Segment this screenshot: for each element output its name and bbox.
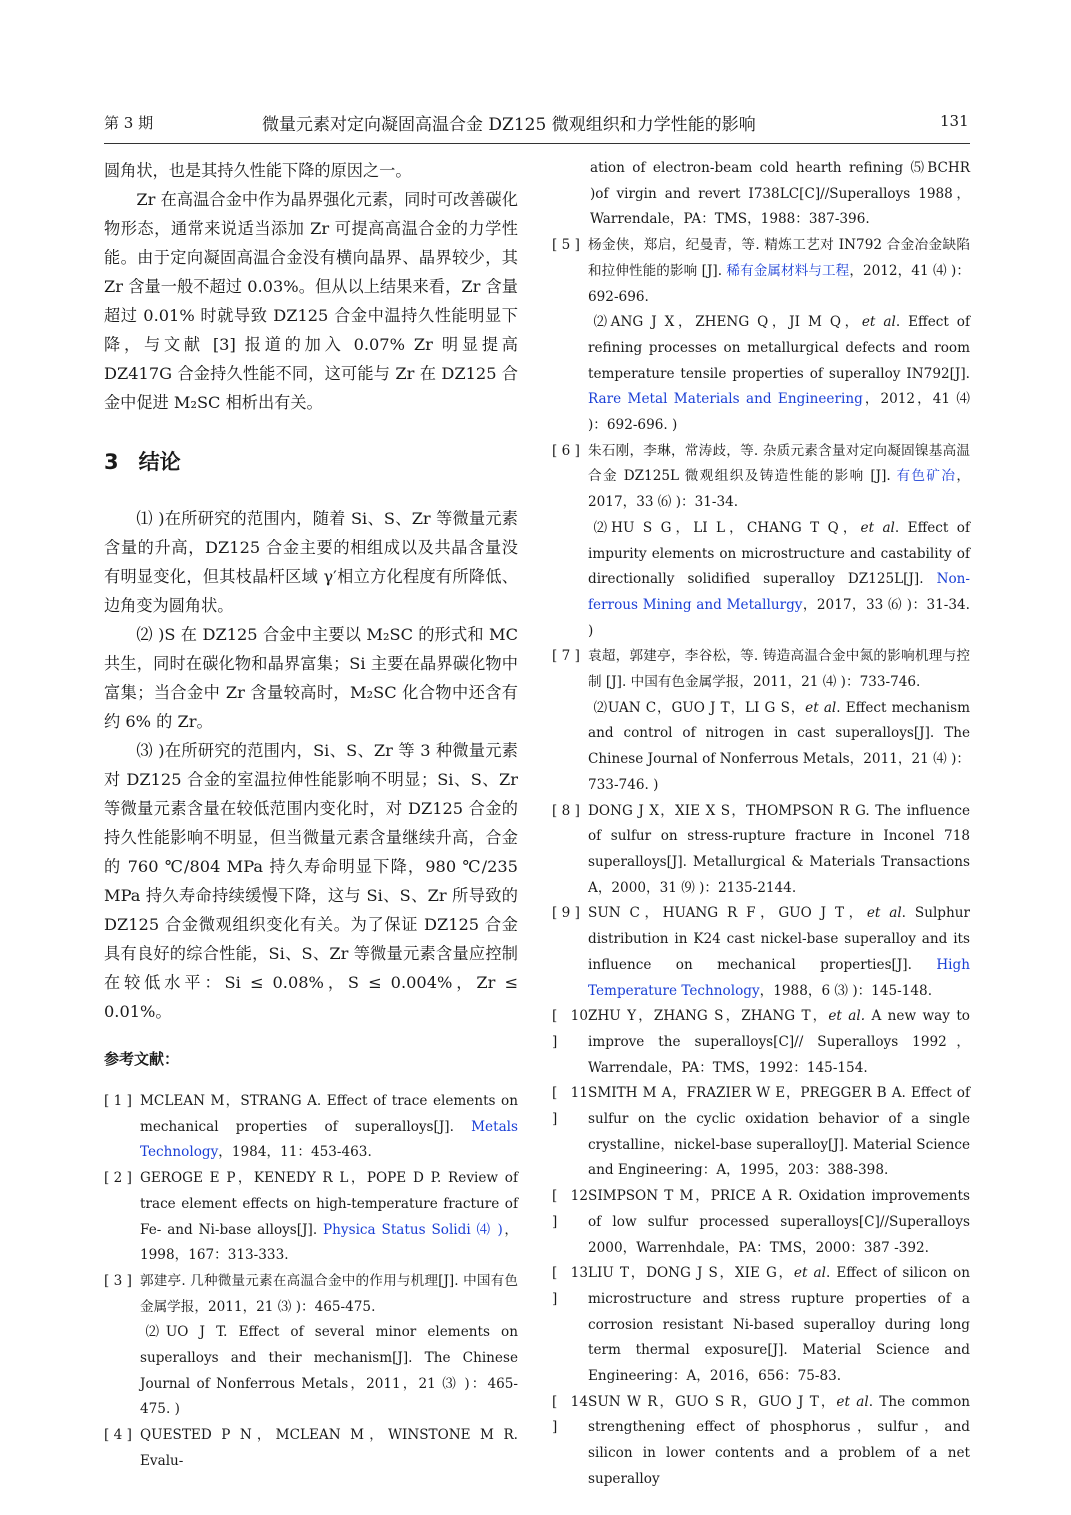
reference-text: MCLEAN M，STRANG A. Effect of trace elements on mechanical properties of superalloys[J]. <box>140 1093 518 1135</box>
running-title: 微量元素对定向凝固高温合金 DZ125 微观组织和力学性能的影响 <box>262 115 756 135</box>
reference-item <box>104 1089 518 1166</box>
reference-item <box>552 233 970 439</box>
right-column <box>552 156 970 1493</box>
reference-item <box>552 644 970 798</box>
reference-number: [ 4 ] <box>104 1427 132 1444</box>
journal-link[interactable]: Physica Status Solidi ⑷ ) <box>323 1221 503 1238</box>
reference-translation: ⑵UAN C，GUO J T，LI G S，et al. Effect mechanism and control of nitrogen in cast superalloys[J]. The Chinese Journal of Nonferrous Metals，2011，21 ⑷ )：733-746. ) <box>588 699 970 793</box>
reference-text: QUESTED P N，MCLEAN M，WINSTONE M R. Evalu- <box>140 1427 518 1469</box>
reference-text: DONG J X，XIE X S，THOMPSON R G. The influence of sulfur on stress-rupture fracture in Inconel 718 superalloys[J]. Metallurgical & Materials Transactions A，2000，31 ⑼ )：2135-2144. <box>588 802 970 896</box>
paragraph: Zr 在高温合金中作为晶界强化元素，同时可改善碳化物形态，通常来说适当添加 Zr 可提高高温合金的力学性能。由于定向凝固高温合金没有横向晶界、晶界较少，其 Zr 含量一般不超过 0.03%。但从以上结果来看，Zr 含量超过 0.01% 时就导致 DZ125 合金中温持久性能明显下降，与文献 [3] 报道的加入 0.07% Zr 明显提高 DZ417G 合金持久性能不同，这可能与 Zr 在 DZ125 合金中促进 M₂SC 相析出有关。 <box>104 190 518 412</box>
reference-translation: ⑵ANG J X，ZHENG Q，JI M Q，et al. Effect of refining processes on metallurgical defects and room temperature tensile properties of superalloy IN792[J]. Rare Metal Materials and Engineering，2012，41 ⑷ )：692-696. ) <box>588 314 971 434</box>
journal-link[interactable]: Non-ferrous Mining and Metallurgy <box>588 571 970 613</box>
reference-item <box>552 1081 970 1184</box>
section-title: 结论 <box>138 450 181 474</box>
reference-number: [ 13 ] <box>552 1265 588 1307</box>
reference-item <box>104 1269 518 1423</box>
conclusion-1: ⑴ )在所研究的范围内，随着 Si、S、Zr 等微量元素含量的升高，DZ125 合金主要的相组成以及共晶含量没有明显变化，但其枝晶杆区域 γ′相立方化程度有所降低、边角变为圆角状。 <box>104 509 518 615</box>
reference-item: [ 9 ] SUN C，HUANG R F，GUO J T，et al. Sulphur distribution in K24 cast nickel-base superalloy and its influence on mechanical properties[J]. High Temperature Technology，1988，6 ⑶ )：145-148. <box>552 901 970 1004</box>
reference-number: [ 14 ] <box>552 1393 588 1436</box>
page-number: 131 <box>940 112 969 130</box>
reference-text: GEROGE E P，KENEDY R L，POPE D P. Review of trace element effects on high-temperature fracture of Fe- and Ni-base alloys[J]. <box>140 1170 518 1238</box>
reference-text: ，1984，11：453-463. <box>218 1144 372 1161</box>
reference-item: [ 13 ] LIU T，DONG J S，XIE G，et al. Effect of silicon on microstructure and stress rupture properties of a corrosion resistant Ni-based superalloy during long term thermal exposure[J]. Material Science and Engineering：A，2016，656：75-83. <box>552 1261 970 1390</box>
paragraph: 圆角状，也是其持久性能下降的原因之一。 <box>104 161 412 180</box>
header-rule <box>104 143 970 144</box>
reference-number: [ 5 ] <box>552 237 580 254</box>
references-heading: 参考文献： <box>104 1050 180 1068</box>
journal-link[interactable]: Metals Technology <box>140 1118 518 1161</box>
reference-text: 杨金侠，郑启，纪曼青，等. 精炼工艺对 IN792 合金冶金缺陷和拉伸性能的影响 [J]. <box>588 237 970 279</box>
reference-text: ，2012，41 ⑷ )：692-696. <box>588 262 970 305</box>
reference-number: [ 2 ] <box>104 1170 132 1187</box>
conclusion-3: ⑶ )在所研究的范围内，Si、S、Zr 等 3 种微量元素对 DZ125 合金的室温拉伸性能影响不明显；Si、S、Zr 等微量元素含量在较低范围内变化时，对 DZ125 合金的持久性能影响不明显，但当微量元素含量继续升高，合金的 760 ℃/804 MPa 持久寿命明显下降，980 ℃/235 MPa 持久寿命持续缓慢下降，这与 Si、S、Zr 所导致的 DZ125 合金微观组织变化有关。为了保证 DZ125 合金具有良好的综合性能，Si、S、Zr 等微量元素含量应控制在较低水平：Si ≤ 0.08%，S ≤ 0.004%，Zr ≤ 0.01%。 <box>104 741 518 1021</box>
reference-text: 朱石刚，李琳，常涛歧，等. 杂质元素含量对定向凝固镍基高温合金 DZ125L 微观组织及铸造性能的影响 [J]. <box>588 442 970 485</box>
reference-item <box>104 1423 518 1474</box>
left-column <box>104 156 518 1475</box>
reference-number: [ 7 ] <box>552 648 580 665</box>
journal-link[interactable]: 有色矿冶 <box>896 468 957 485</box>
reference-text: 郭建亭. 几种微量元素在高温合金中的作用与机理[J]. 中国有色金属学报，2011，21 ⑶ )：465-475. <box>140 1272 518 1315</box>
reference-number: [ 9 ] <box>552 905 580 922</box>
reference-item <box>552 1184 970 1261</box>
reference-item: [ 10 ] ZHU Y，ZHANG S，ZHANG T，et al. A new way to improve the superalloys[C]// Superalloys 1992，Warrendale，PA：TMS，1992：145-154. <box>552 1004 970 1081</box>
reference-item: [ 14 ] SUN W R，GUO S R，GUO J T，et al. The common strengthening effect of phosphorus，sulfur，and silicon in lower contents and a problem of a net superalloy <box>552 1390 970 1493</box>
reference-item <box>552 799 970 902</box>
reference-text: ，2017，33 ⑹ )：31-34. <box>588 468 970 511</box>
journal-link[interactable]: Rare Metal Materials and Engineering <box>588 391 863 408</box>
conclusion-2: ⑵ )S 在 DZ125 合金中主要以 M₂SC 的形式和 MC 共生，同时在碳化物和晶界富集；Si 主要在晶界碳化物中富集；当合金中 Zr 含量较高时，M₂SC 化合物中还含有约 6% 的 Zr。 <box>104 625 518 731</box>
issue-number: 第 3 期 <box>104 114 154 132</box>
journal-link[interactable]: High Temperature Technology <box>588 956 970 999</box>
reference-continuation: ation of electron-beam cold hearth refining ⑸BCHR )of virgin and revert I738LC[C]//Superalloys 1988，Warrendale，PA：TMS，1988：387-396. <box>590 160 970 228</box>
reference-translation: ⑵UO J T. Effect of several minor elements on superalloys and their mechanism[J]. The Chinese Journal of Nonferrous Metals，2011，21 ⑶ )：465-475. ) <box>140 1324 518 1418</box>
reference-number: [ 10 ] <box>552 1008 588 1050</box>
reference-text: SIMPSON T M，PRICE A R. Oxidation improvements of low sulfur processed superalloys[C]//Superalloys 2000，Warrenhdale，PA：TMS，2000：387 -392. <box>588 1188 970 1256</box>
journal-link[interactable]: 稀有金属材料与工程 <box>726 262 850 279</box>
reference-number: [ 3 ] <box>104 1272 132 1289</box>
reference-translation: ⑵HU S G，LI L，CHANG T Q，et al. Effect of impurity elements on microstructure and castability of directionally solidified superalloy DZ125L[J]. Non-ferrous Mining and Metallurgy，2017，33 ⑹ )：31-34. ) <box>588 519 970 639</box>
reference-number: [ 6 ] <box>552 442 580 459</box>
reference-number: [ 12 ] <box>552 1188 588 1230</box>
section-heading <box>104 446 518 476</box>
reference-text: 袁超，郭建亭，李谷松，等. 铸造高温合金中氮的影响机理与控制 [J]. 中国有色金属学报，2011，21 ⑷ )：733-746. <box>588 648 970 691</box>
reference-text: SMITH M A，FRAZIER W E，PREGGER B A. Effect of sulfur on the cyclic oxidation behavior of a single crystalline，nickel-base superalloy[J]. Material Science and Engineering：A，1995，203：388-398. <box>588 1085 970 1179</box>
section-number: 3 <box>104 450 119 474</box>
reference-number: [ 11 ] <box>552 1085 588 1128</box>
reference-item <box>104 1166 518 1269</box>
reference-number: [ 1 ] <box>104 1093 132 1109</box>
reference-item <box>552 439 970 645</box>
reference-number: [ 8 ] <box>552 802 580 819</box>
reference-text: ，1998，167：313-333. <box>140 1221 519 1264</box>
